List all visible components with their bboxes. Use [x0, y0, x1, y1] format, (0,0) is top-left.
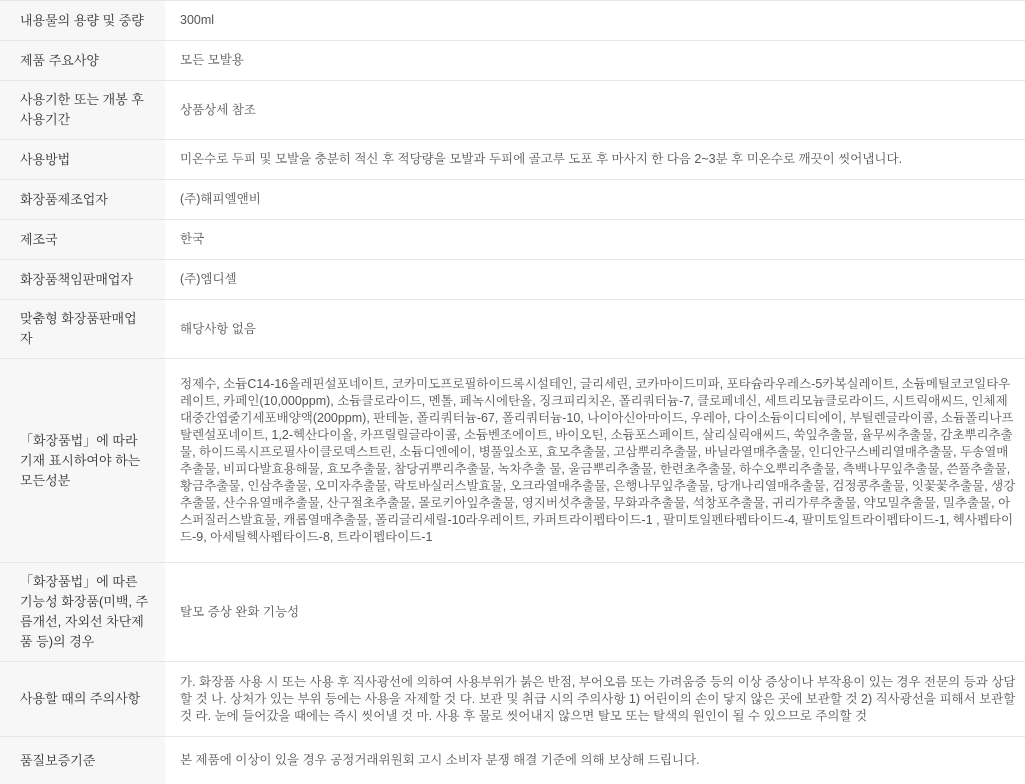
table-row	[0, 180, 1025, 220]
table-row	[0, 220, 1025, 260]
row-label: 품질보증기준	[0, 737, 165, 784]
table-row-ingredients	[0, 359, 1025, 563]
row-value: 해당사항 없음	[180, 321, 256, 336]
row-label: 사용할 때의 주의사항	[0, 662, 165, 736]
row-value: 정제수, 소듐C14-16올레핀설포네이트, 코카미도프로필하이드록시설테인, 글리세린, 코카마이드미파, 포타슘라우레스-5카복실레이트, 소듐메틸코코일타우레이트, 카페인(10,000ppm), 소듐클로라이드, 멘톨, 페녹시에탄올, 징크피리치온, 폴리쿼터늄-7, 클로페네신, 세트리모늄클로라이드, 시트릭애씨드, 인체제대중간엽줄기세포배양액(200ppm), 판테놀, 폴리쿼터늄-67, 폴리쿼터늄-10, 나이아신아마이드, 우레아, 다이소듐이디티에이, 부틸렌글라이콜, 소듐폴리나프탈렌설포네이트, 1,2-헥산다이올, 카프릴릴글라이콜, 소듐벤조에이트, 바이오틴, 소듐포스페이트, 살리실릭애씨드, 쑥잎추출물, 율무씨추출물, 감초뿌리추출물, 하이드록시프로필사이클로덱스트린, 소듐디엔에이, 병풀잎소포, 효모추출물, 고삼뿌리추출물, 바닐라열매추출물, 인디안구스베리열매추출물, 두송열매추출물, 비피다발효용해물, 효모추출물, 참당귀뿌리추출물, 녹차추출 물, 울금뿌리추출물, 한련초추출물, 하수오뿌리추출물, 측백나무잎추출물, 쓴풀추출물, 황금추출물, 인삼추출물, 오미자추출물, 락토바실러스발효물, 오크라열매추출물, 은행나무잎추출물, 당개나리열매추출물, 검정콩추출물, 잇꽃꽃추출물, 생강추출물, 산수유열매추출물, 산구절초추출물, 몰로키아잎추출물, 영지버섯추출물, 무화과추출물, 석창포추출물, 귀리가루추출물, 약모밀추출물, 밀추출물, 아스퍼질러스발효물, 캐롭열매추출물, 폴리글리세릴-10라우레이트, 카퍼트라이펩타이드-1 , 팔미토일펜타펩타이드-4, 팔미토일트라이펩타이드-1, 헥사펩타이드-9, 아세틸헥사펩타이드-8, 트라이펩타이드-1	[180, 376, 1016, 544]
row-label: 「화장품법」에 따른 기능성 화장품(미백, 주름개선, 자외선 차단제품 등)의 경우	[0, 563, 165, 661]
table-row	[0, 140, 1025, 180]
table-row	[0, 737, 1025, 784]
row-value: 300ml	[180, 13, 215, 27]
row-value: 미온수로 두피 및 모발을 충분히 적신 후 적당량을 모발과 두피에 골고루 도포 후 마사지 한 다음 2~3분 후 미온수로 깨끗이 씻어냅니다.	[180, 152, 903, 166]
row-value: (주)엠디셀	[180, 272, 237, 286]
table-row	[0, 1, 1025, 41]
table-row	[0, 563, 1025, 662]
row-value: 가. 화장품 사용 시 또는 사용 후 직사광선에 의하여 사용부위가 붉은 반점, 부어오름 또는 가려움증 등의 이상 증상이나 부작용이 있는 경우 전문의 등과 상담할 것 나. 상처가 있는 부위 등에는 사용을 자제할 것 다. 보관 및 취급 시의 주의사항 1) 어린이의 손이 닿지 않은 곳에 보관할 것 2) 직사광선을 피해서 보관할 것 라. 눈에 들어갔을 때에는 즉시 씻어낼 것 마. 사용 후 물로 씻어내지 않으면 탈모 또는 탈색의 원인이 될 수 있으므로 주의할 것	[180, 674, 1016, 723]
row-label: 「화장품법」에 따라 기재 표시하여야 하는 모든성분	[0, 359, 165, 562]
row-label: 화장품제조업자	[0, 180, 165, 219]
table-row	[0, 300, 1025, 359]
table-row	[0, 81, 1025, 140]
table-row-precautions	[0, 662, 1025, 737]
row-value: 한국	[180, 232, 205, 246]
row-value: (주)해피엘앤비	[180, 192, 261, 206]
row-label: 제품 주요사양	[0, 41, 165, 80]
table-row	[0, 41, 1025, 81]
row-label: 내용물의 용량 및 중량	[0, 1, 165, 40]
row-label: 화장품책임판매업자	[0, 260, 165, 299]
table-row	[0, 260, 1025, 300]
row-value: 본 제품에 이상이 있을 경우 공정거래위원회 고시 소비자 분쟁 해결 기준에 의해 보상해 드립니다.	[180, 753, 700, 767]
row-label: 사용기한 또는 개봉 후 사용기간	[0, 81, 165, 139]
row-value: 탈모 증상 완화 기능성	[180, 604, 300, 619]
row-label: 제조국	[0, 220, 165, 259]
row-label: 사용방법	[0, 140, 165, 179]
row-label: 맞춤형 화장품판매업자	[0, 300, 165, 358]
row-value: 모든 모발용	[180, 53, 244, 67]
row-value: 상품상세 참조	[180, 102, 256, 117]
